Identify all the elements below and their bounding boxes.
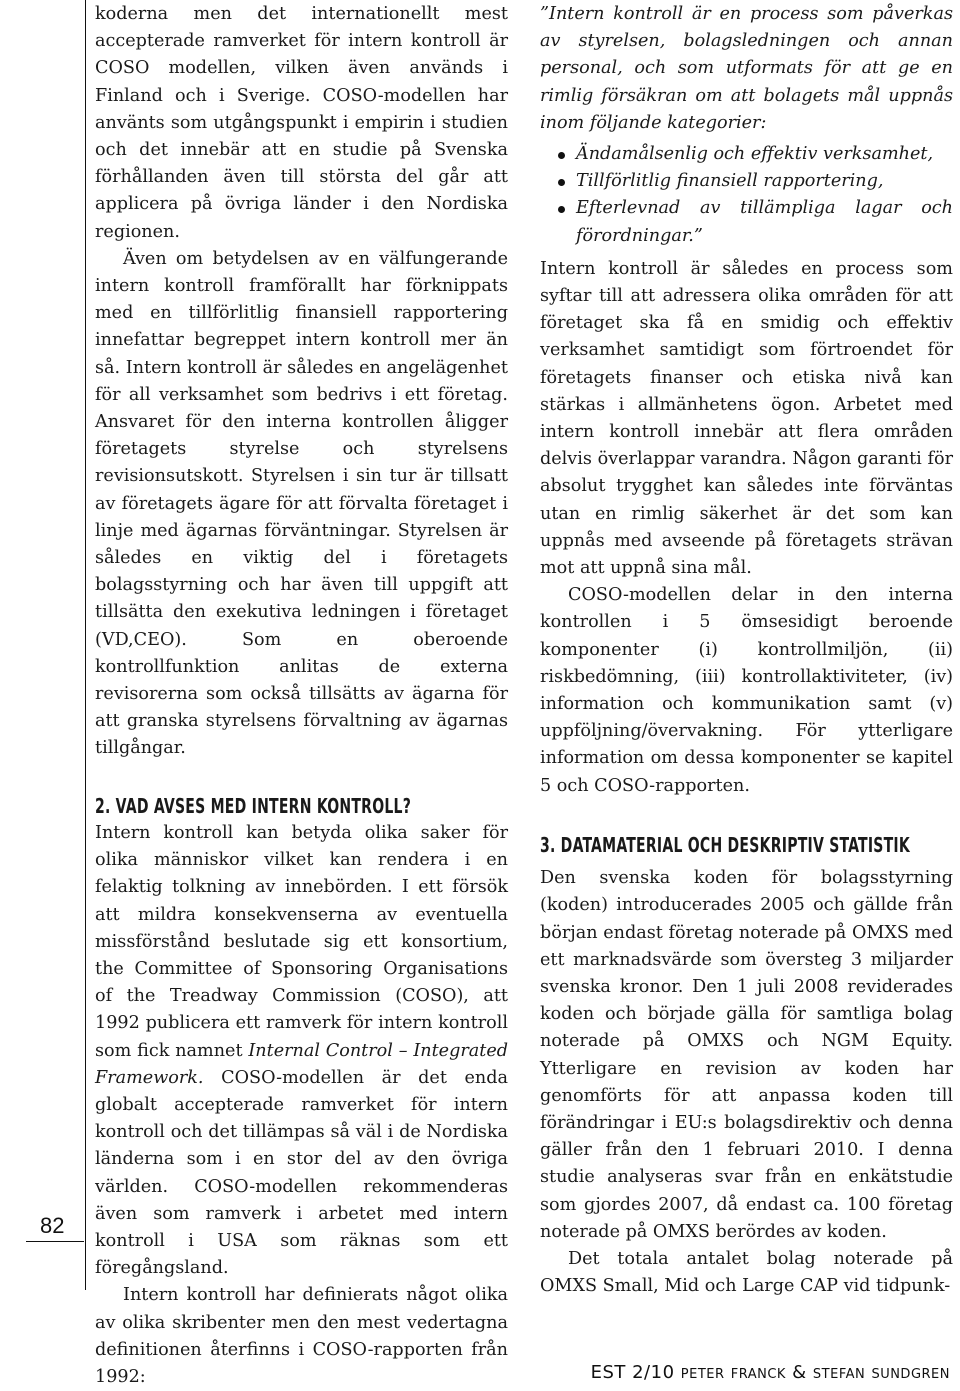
right-paragraph-3: Den svenska koden för bolagsstyrning (koden) introducerades 2005 och gällde från början endast företag noterade på OMXS med ett marknadsvärde som översteg 3 miljarder svenska kronor. Den 1 juli 2008 reviderades koden och började gälla för samtliga bolag noterade på OMXS och NGM Equity. Ytterligare en revision av koden har genomförts för att anpassa koden till förändringar i EU:s bolagsdirektiv och denna gäller från den 1 februari 2010. I denna studie analyseras svar från en enkätstudie som gjordes 2007, då endast ca. 100 företag noterade på OMXS berördes av koden. [540,868,953,1242]
quote-category-item: Ändamålsenlig och effektiv verksamhet, [558,141,953,168]
article-authors: peter franck & stefan sundgren [680,1362,950,1383]
section-heading-2: 2. VAD AVSES MED INTERN KONTROLL? [95,793,412,818]
coso-definition-quote: ”Intern kontroll är en process som påverkas av styrelsen, bolagsledningen och annan personal, och som utformats för att ge en rimlig försäkran om att bolagets mål uppnås inom följande kategorier: [540,4,953,133]
left-paragraph-1: koderna men det internationellt mest accepterade ramverket för intern kontroll är COSO modellen, vilken även används i Finland och i Sverige. COSO-modellen har använts som utgångspunkt i empirin i studien och det innebär att en studie på Svenska förhållanden även till största del går att applicera på övriga länder i den Nordiska regionen. [95,4,508,242]
page-number-rule [26,1241,84,1242]
bullet-icon [558,152,565,159]
left-column [95,1,508,1391]
bullet-icon [558,206,565,213]
left-paragraph-4: Intern kontroll har definierats något olika av olika skribenter men den mest vedertagna definitionen återfinns i COSO-rapporten från 1992: [95,1285,508,1387]
margin-rule [85,0,86,1290]
quote-category-item: Tillförlitlig finansiell rapportering, [558,168,953,195]
right-paragraph-2: COSO-modellen delar in den interna kontrollen i 5 ömsesidigt beroende komponenter (i) kontrollmiljön, (ii) riskbedömning, (iii) kontrollaktiviteter, (iv) information och kommunikation samt (v) uppföljning/övervakning. För ytterligare information om dessa komponenter se kapitel 5 och COSO-rapporten. [540,585,953,796]
quote-category-item: Efterlevnad av tillämpliga lagar och förordningar.” [558,195,953,249]
left-paragraph-3-start: Intern kontroll kan betyda olika saker för olika människor vilket kan rendera i en felaktig tolkning av innebörden. I ett försök att mildra konsekvenserna av eventuella missförstånd beslutade sig ett konsortium, the Committee of Sponsoring Organisations of the Treadway Commission (COSO), att 1992 publicera ett ramverk för intern kontroll som fick namnet [95,822,508,1061]
left-paragraph-2: Även om betydelsen av en välfungerande intern kontroll framförallt har förknippats med en tillförlitlig finansiell rapportering innefattar begreppet intern kontroll mer än så. Intern kontroll är således en angelägenhet för all verksamhet som bedrivs i ett företag. Ansvaret för den interna kontrollen åligger företagets styrelse och styrelsens revisionsutskott. Styrelsen i sin tur är tillsatt av företagets ägare för att förvalta företaget i linje med ägarnas förväntningar. Styrelsen är således en viktig del i företagets bolagsstyrning och har även till uppgift att tillsätta den exekutiva ledningen i företaget (VD,CEO). Som en oberoende kontrollfunktion anlitas de externa revisorerna som också tillsätts av ägarna för att granska styrelsens förvaltning av ägarnas tillgångar. [95,248,508,759]
left-paragraph-3-end: COSO-modellen är det enda globalt accepterade ramverket för intern kontroll och det tillämpas så väl i de Nordiska länderna som i en stor del av den övriga världen. COSO-modellen rekommenderas även som ramverk i arbetet med intern kontroll i USA som räknas som ett föregångsland. [95,1067,508,1279]
quote-category-list [540,141,953,250]
right-column [540,1,953,1300]
section-heading-3: 3. DATAMATERIAL OCH DESKRIPTIV STATISTIK [540,832,911,857]
right-paragraph-1: Intern kontroll är således en process som syftar till att adressera olika områden för att företaget ska få en smidig och effektiv verksamhet samtidigt som förtroendet för företagets finanser och etiska nivå kan stärkas i allmänhetens ögon. Arbetet med intern kontroll innebär att flera områden delvis överlappar varandra. Någon garanti för absolut trygghet kan således inte förväntas utan en rimlig säkerhet är det som kan uppnås med avseende på företagets strävan mot att uppnå sina mål. [540,258,953,579]
left-paragraph-3 [95,820,508,1282]
journal-issue: EST 2/10 [590,1362,675,1383]
page-number: 82 [40,1213,65,1238]
bullet-icon [558,179,565,186]
framework-title: Internal Control – Integrated Framework. [95,1040,508,1088]
right-paragraph-4: Det totala antalet bolag noterade på OMXS Small, Mid och Large CAP vid tidpunk- [540,1248,953,1297]
running-footer [520,1362,950,1383]
